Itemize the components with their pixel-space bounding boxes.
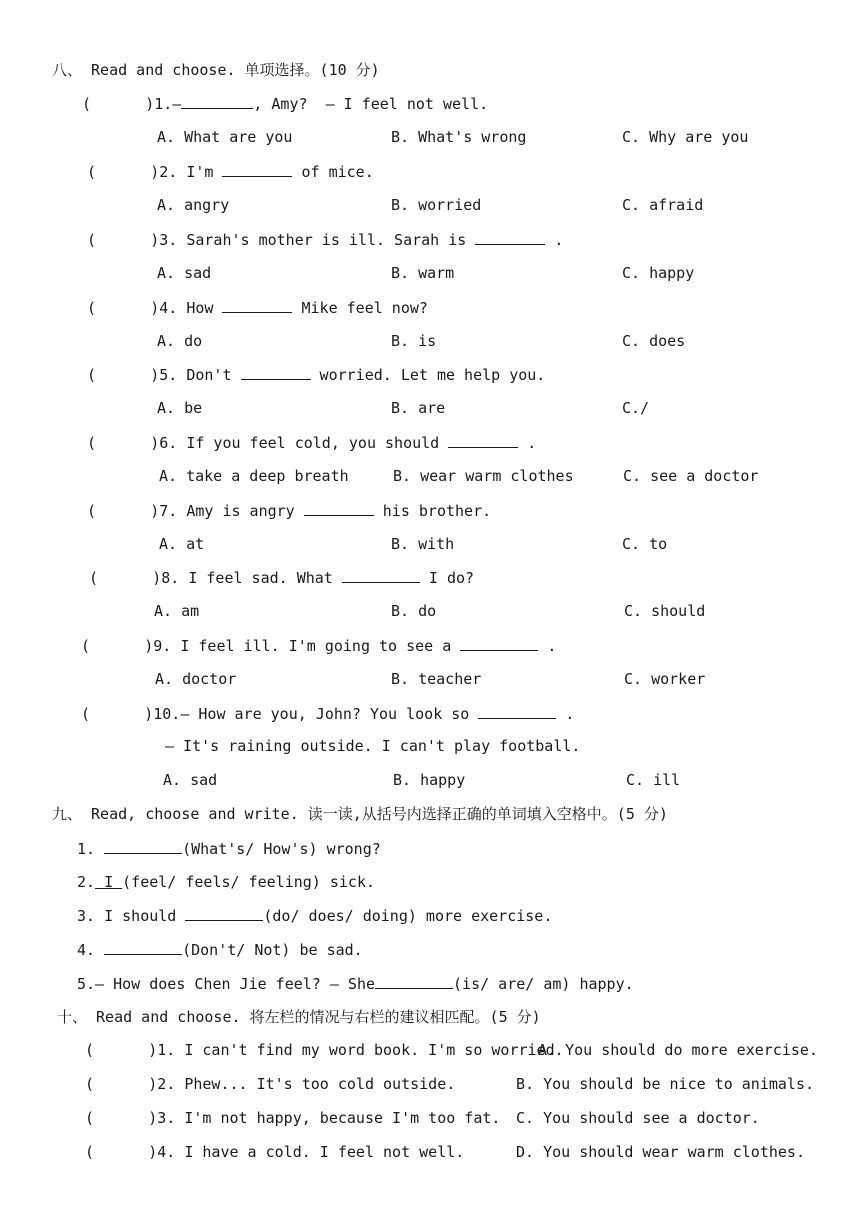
match-suggestion-b: B. You should be nice to animals.: [516, 1075, 815, 1093]
option-b: B. teacher: [391, 670, 482, 688]
question-10-reply: — It's raining outside. I can't play football.: [165, 737, 581, 755]
option-a: A. sad: [157, 264, 212, 282]
option-b: B. happy: [393, 771, 466, 789]
answer-paren[interactable]: ( ): [85, 1041, 158, 1059]
answer-blank[interactable]: [185, 905, 263, 921]
match-suggestion-d: D. You should wear warm clothes.: [516, 1143, 805, 1161]
section-8-heading: 八、 Read and choose. 单项选择。(10 分): [52, 61, 380, 79]
answer-paren[interactable]: ( ): [87, 163, 160, 181]
question-10: ( )10.— How are you, John? You look so .: [81, 705, 575, 723]
fill-item-4: 4. (Don't/ Not) be sad.: [77, 941, 363, 959]
filled-answer[interactable]: I: [95, 873, 123, 891]
answer-blank[interactable]: [475, 229, 545, 245]
option-b: B. worried: [391, 196, 482, 214]
answer-paren[interactable]: ( ): [87, 502, 160, 520]
option-a: A. be: [157, 399, 203, 417]
option-c: C. Why are you: [622, 128, 749, 146]
fill-item-5: 5.— How does Chen Jie feel? — She (is/ are/ am) happy.: [77, 975, 634, 993]
answer-blank[interactable]: [104, 939, 182, 955]
option-a: A. sad: [163, 771, 218, 789]
fill-item-1: 1. (What's/ How's) wrong?: [77, 840, 381, 858]
answer-blank[interactable]: [460, 635, 538, 651]
option-b: B. warm: [391, 264, 455, 282]
option-c: C. happy: [622, 264, 695, 282]
answer-blank[interactable]: [104, 838, 182, 854]
option-c: C. does: [622, 332, 686, 350]
option-a: A. at: [159, 535, 205, 553]
option-b: B. do: [391, 602, 437, 620]
answer-paren[interactable]: ( ): [85, 1143, 158, 1161]
section-10-heading: 十、 Read and choose. 将左栏的情况与右栏的建议相匹配。(5 分): [57, 1008, 541, 1026]
match-row-1: ( )1. I can't find my word book. I'm so worried.: [85, 1041, 564, 1059]
option-c: C. ill: [626, 771, 681, 789]
answer-blank[interactable]: [241, 364, 311, 380]
option-c: C. should: [624, 602, 706, 620]
answer-paren[interactable]: ( ): [87, 434, 160, 452]
option-b: B. with: [391, 535, 455, 553]
answer-paren[interactable]: ( ): [89, 569, 162, 587]
question-4: ( )4. How Mike feel now?: [87, 299, 428, 317]
question-6: ( )6. If you feel cold, you should .: [87, 434, 537, 452]
match-suggestion-a: A. You should do more exercise.: [538, 1041, 818, 1059]
match-row-4: ( )4. I have a cold. I feel not well.: [85, 1143, 465, 1161]
option-b: B. is: [391, 332, 437, 350]
question-2: ( )2. I'm of mice.: [87, 163, 374, 181]
option-b: B. wear warm clothes: [393, 467, 574, 485]
question-9: ( )9. I feel ill. I'm going to see a .: [81, 637, 557, 655]
option-a: A. take a deep breath: [159, 467, 349, 485]
option-c: C./: [622, 399, 650, 417]
fill-item-2: 2. I (feel/ feels/ feeling) sick.: [77, 873, 376, 891]
question-3: ( )3. Sarah's mother is ill. Sarah is .: [87, 231, 564, 249]
answer-blank[interactable]: [181, 93, 253, 109]
match-row-2: ( )2. Phew... It's too cold outside.: [85, 1075, 456, 1093]
question-5: ( )5. Don't worried. Let me help you.: [87, 366, 546, 384]
section-9-heading: 九、 Read, choose and write. 读一读,从括号内选择正确的单词填入空格中。(5 分): [52, 805, 668, 823]
answer-paren[interactable]: ( ): [85, 1075, 158, 1093]
option-a: A. angry: [157, 196, 230, 214]
option-c: C. worker: [624, 670, 706, 688]
option-b: B. are: [391, 399, 446, 417]
option-c: C. afraid: [622, 196, 704, 214]
option-b: B. What's wrong: [391, 128, 527, 146]
option-a: A. am: [154, 602, 200, 620]
option-a: A. What are you: [157, 128, 293, 146]
match-row-3: ( )3. I'm not happy, because I'm too fat.: [85, 1109, 501, 1127]
question-1: ( )1.— , Amy? — I feel not well.: [82, 95, 489, 113]
answer-paren[interactable]: ( ): [82, 95, 155, 113]
fill-item-3: 3. I should (do/ does/ doing) more exercise.: [77, 907, 553, 925]
answer-blank[interactable]: [222, 297, 292, 313]
option-a: A. doctor: [155, 670, 237, 688]
match-suggestion-c: C. You should see a doctor.: [516, 1109, 760, 1127]
answer-paren[interactable]: ( ): [87, 366, 160, 384]
answer-blank[interactable]: [342, 567, 420, 583]
answer-blank[interactable]: [375, 973, 453, 989]
answer-paren[interactable]: ( ): [85, 1109, 158, 1127]
answer-paren[interactable]: ( ): [81, 637, 154, 655]
option-c: C. to: [622, 535, 668, 553]
answer-paren[interactable]: ( ): [87, 231, 160, 249]
answer-paren[interactable]: ( ): [81, 705, 154, 723]
answer-blank[interactable]: [222, 161, 292, 177]
answer-blank[interactable]: [448, 432, 518, 448]
question-8: ( )8. I feel sad. What I do?: [89, 569, 475, 587]
option-a: A. do: [157, 332, 203, 350]
option-c: C. see a doctor: [623, 467, 759, 485]
answer-blank[interactable]: [478, 703, 556, 719]
answer-paren[interactable]: ( ): [87, 299, 160, 317]
question-7: ( )7. Amy is angry his brother.: [87, 502, 492, 520]
answer-blank[interactable]: [304, 500, 374, 516]
